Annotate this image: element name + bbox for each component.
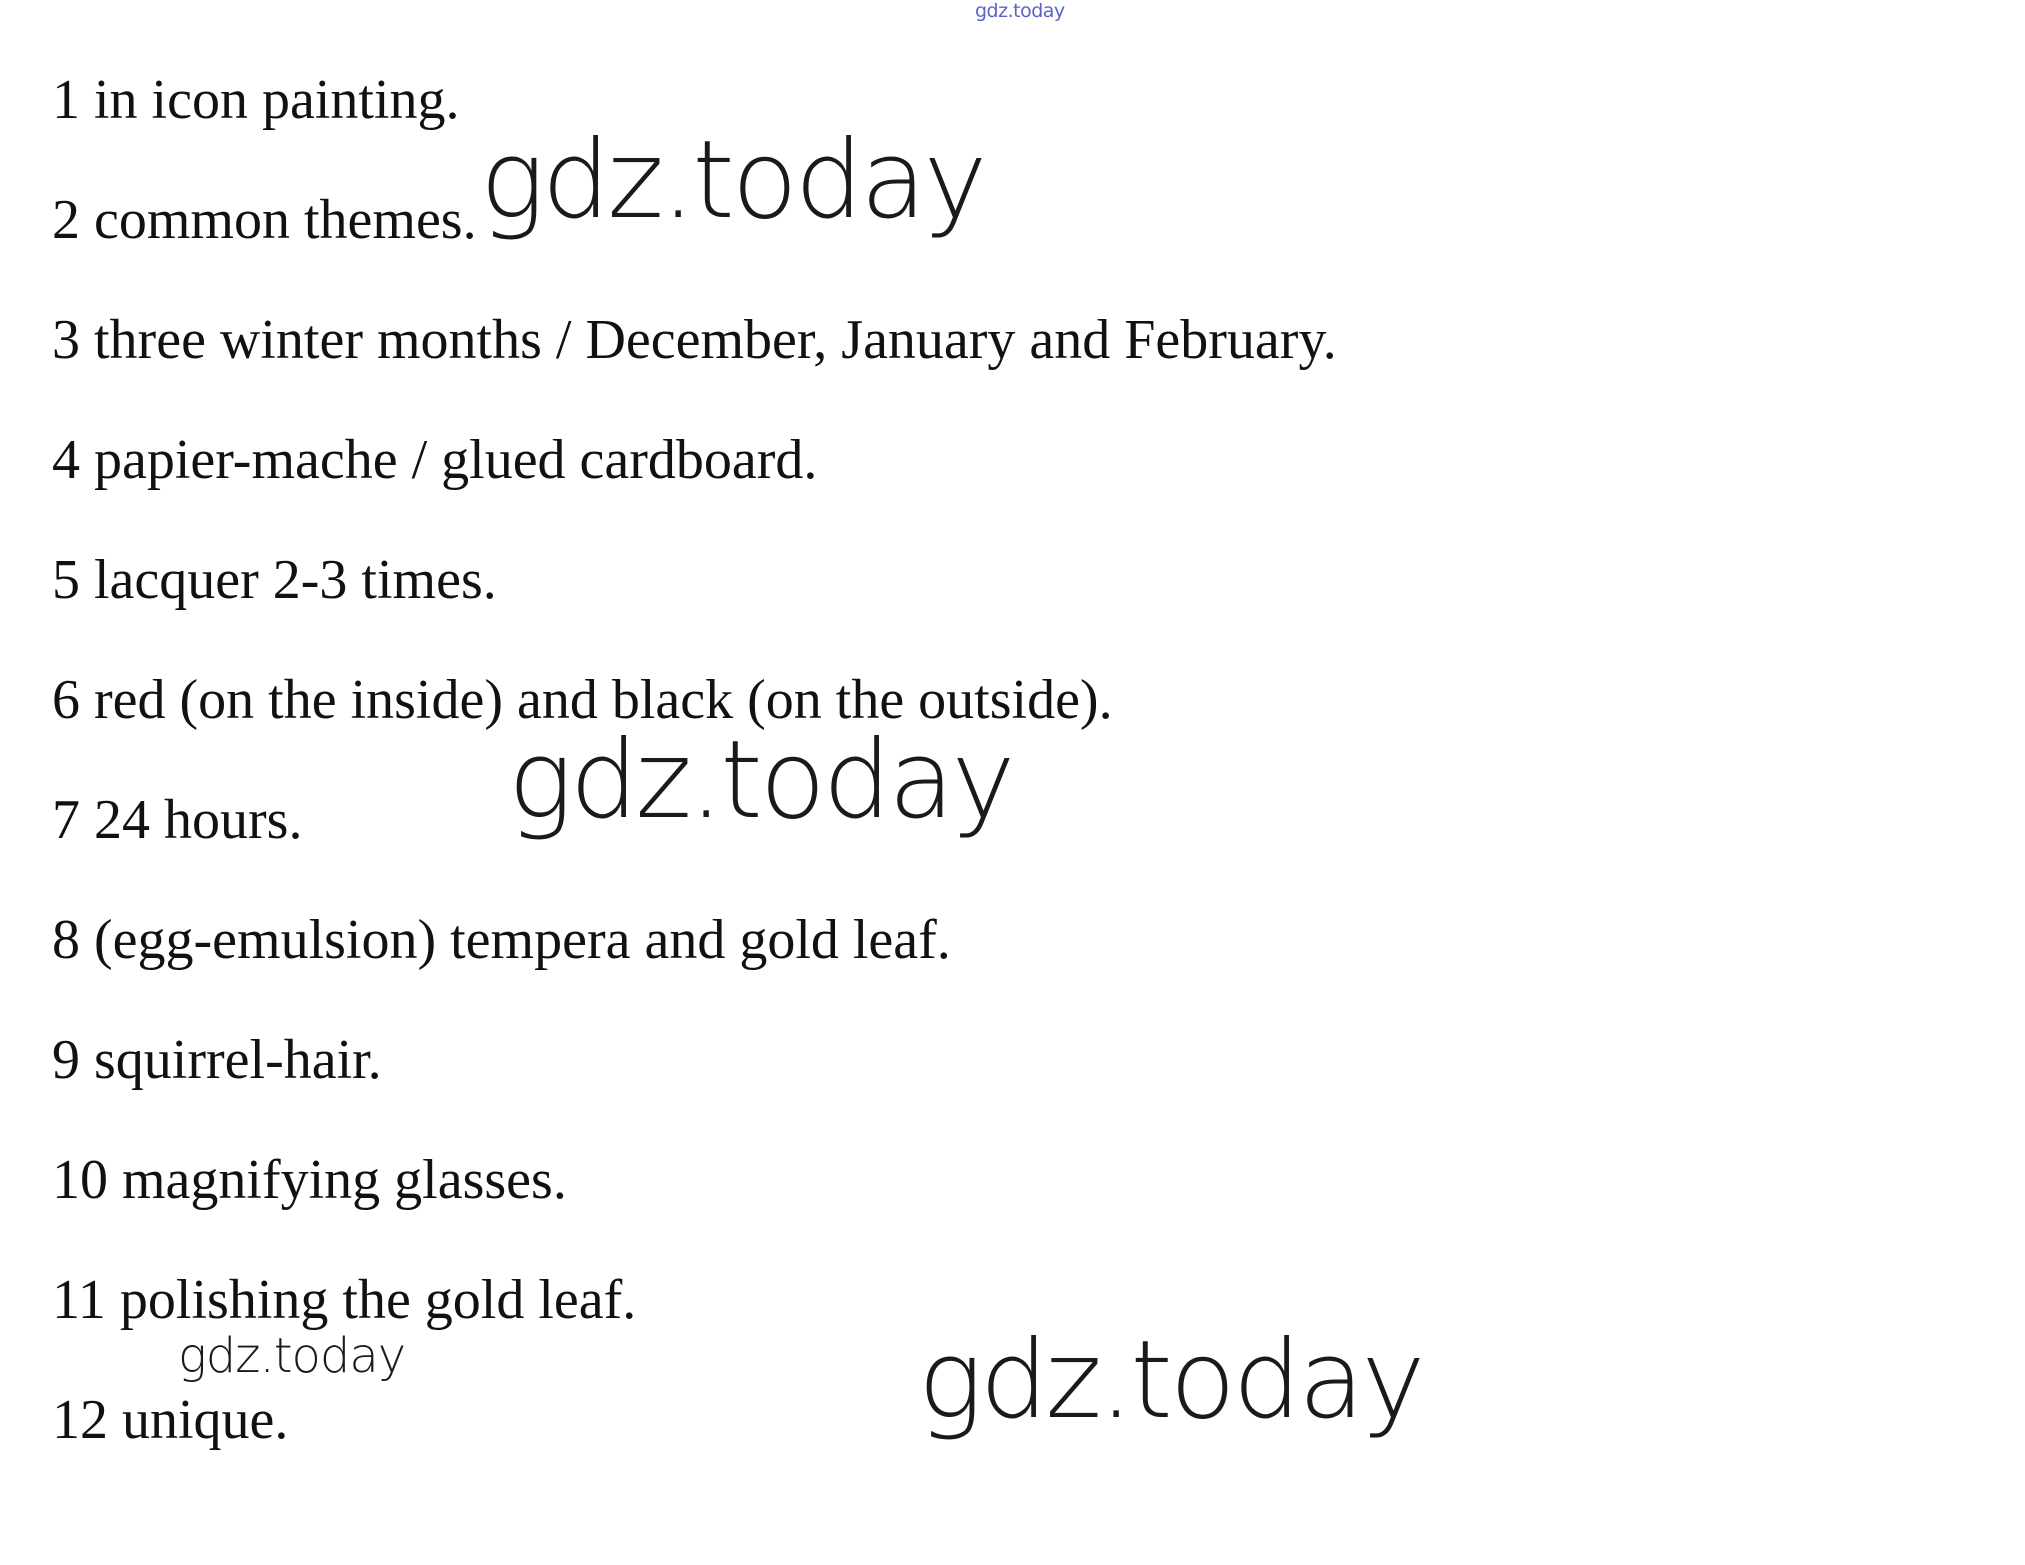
answer-text: lacquer 2-3 times. xyxy=(94,549,497,611)
answer-item xyxy=(52,909,1337,1032)
answer-text: red (on the inside) and black (on the outside). xyxy=(94,669,1113,731)
watermark: gdz.today xyxy=(480,118,985,243)
watermark: gdz.today xyxy=(178,1328,406,1384)
answer-item xyxy=(52,1029,1337,1152)
answer-number: 12 xyxy=(52,1389,108,1451)
answer-number: 10 xyxy=(52,1149,108,1211)
watermark: gdz.today xyxy=(918,1318,1423,1443)
answer-number: 7 xyxy=(52,789,80,851)
answer-text: three winter months / December, January and February. xyxy=(94,309,1337,371)
answer-number: 8 xyxy=(52,909,80,971)
answer-text: 24 hours. xyxy=(94,789,303,851)
answer-number: 4 xyxy=(52,429,80,491)
answer-text: common themes. xyxy=(94,189,477,251)
answer-number: 9 xyxy=(52,1029,80,1091)
answer-number: 6 xyxy=(52,669,80,731)
answer-item xyxy=(52,309,1337,432)
answer-text: unique. xyxy=(122,1389,289,1451)
answer-number: 11 xyxy=(52,1269,106,1331)
answer-text: papier-mache / glued cardboard. xyxy=(94,429,818,491)
answer-text: magnifying glasses. xyxy=(122,1149,567,1211)
answer-number: 5 xyxy=(52,549,80,611)
answer-item xyxy=(52,1149,1337,1272)
answer-number: 2 xyxy=(52,189,80,251)
answer-text: in icon painting. xyxy=(94,69,460,131)
answer-number: 1 xyxy=(52,69,80,131)
watermark-top: gdz.today xyxy=(975,0,1065,22)
answer-item xyxy=(52,429,1337,552)
answer-number: 3 xyxy=(52,309,80,371)
answer-text: squirrel-hair. xyxy=(94,1029,382,1091)
answer-text: polishing the gold leaf. xyxy=(119,1269,637,1331)
answer-text: (egg-emulsion) tempera and gold leaf. xyxy=(94,909,951,971)
answer-item xyxy=(52,549,1337,672)
watermark: gdz.today xyxy=(508,718,1013,843)
